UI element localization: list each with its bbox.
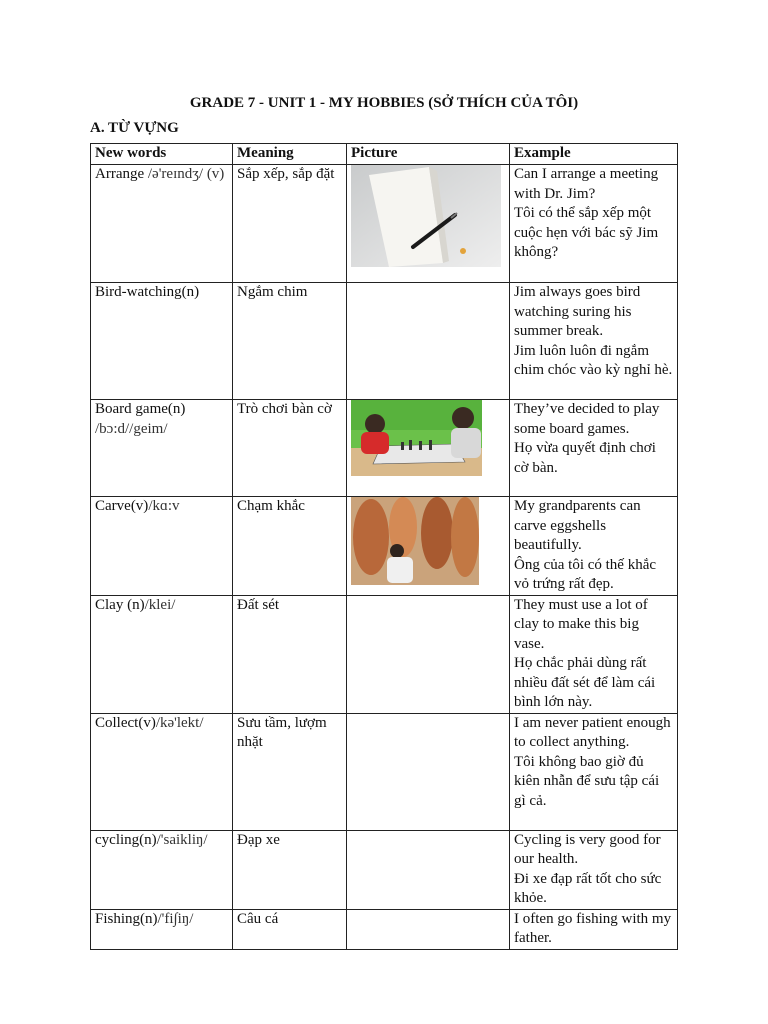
word-cell [91, 909, 233, 949]
word-cell [91, 400, 233, 497]
page-title: GRADE 7 - UNIT 1 - MY HOBBIES (SỞ THÍCH CỦA TÔI) [189, 95, 579, 111]
picture-cell [347, 400, 510, 497]
meaning-cell: Trò chơi bàn cờ [233, 400, 347, 497]
table-row [91, 497, 678, 596]
example-cell: They’ve decided to play some board games. Họ vừa quyết định chơi cờ bàn. [510, 400, 678, 497]
table-row [91, 830, 678, 909]
word: Carve(v) [95, 498, 149, 514]
table-row [91, 909, 678, 949]
word: Fishing(n) [95, 910, 158, 927]
word: Board game(n) [95, 401, 186, 417]
picture-cell [347, 497, 510, 596]
word-cell [91, 283, 233, 400]
chess-players-photo [351, 400, 482, 476]
phonetic: /kɑ:v [148, 498, 180, 514]
table-row [91, 165, 678, 283]
picture-cell [347, 713, 510, 830]
word-cell [91, 497, 233, 596]
phonetic: /'saikliŋ/ [156, 831, 208, 848]
meaning-cell: Sắp xếp, sắp đặt [233, 165, 347, 283]
header-new-words: New words [91, 144, 233, 165]
table-row [91, 713, 678, 830]
phonetic: /'fi∫iŋ/ [157, 910, 194, 927]
meaning-cell: Câu cá [233, 909, 347, 949]
word-cell [91, 713, 233, 830]
table-row [91, 283, 678, 400]
picture-cell [347, 830, 510, 909]
section-heading: A. TỪ VỰNG [90, 120, 179, 136]
header-example: Example [510, 144, 678, 165]
word: Arrange [95, 166, 148, 182]
example-cell: Can I arrange a meeting with Dr. Jim? Tôi có thể sắp xếp một cuộc hẹn với bác sỹ Jim không? [510, 165, 678, 283]
phonetic: /bɔ:d//geim/ [95, 420, 168, 437]
word: cycling(n) [95, 831, 157, 848]
picture-cell [347, 283, 510, 400]
meaning-cell: Ngắm chim [233, 283, 347, 400]
table-row [91, 400, 678, 497]
example-cell: I often go fishing with my father. [510, 909, 678, 949]
header-picture: Picture [347, 144, 510, 165]
picture-cell [347, 595, 510, 713]
picture-cell [347, 909, 510, 949]
word: Bird-watching(n) [95, 284, 200, 300]
example-cell: Jim always goes bird watching suring his summer break. Jim luôn luôn đi ngắm chim chóc vào kỳ nghỉ hè. [510, 283, 678, 400]
notebook-pen-photo [351, 165, 501, 267]
word-cell [91, 830, 233, 909]
example-cell: I am never patient enough to collect anything. Tôi không bao giờ đủ kiên nhẫn để sưu tập cái gì cả. [510, 713, 678, 830]
example-cell: Cycling is very good for our health. Đi xe đạp rất tốt cho sức khỏe. [510, 830, 678, 909]
phonetic: /kə'lekt/ [155, 714, 204, 731]
word: Collect(v) [95, 714, 156, 731]
word-cell [91, 165, 233, 283]
vocabulary-table [90, 143, 678, 950]
phonetic: /klei/ [144, 596, 176, 613]
phonetic: /ə'reɪndʒ/ (v) [147, 166, 225, 182]
wood-carving-photo [351, 497, 479, 585]
table-row [91, 595, 678, 713]
meaning-cell: Sưu tầm, lượm nhặt [233, 713, 347, 830]
meaning-cell: Đất sét [233, 595, 347, 713]
table-header-row [91, 144, 678, 165]
picture-cell [347, 165, 510, 283]
meaning-cell: Đạp xe [233, 830, 347, 909]
header-meaning: Meaning [233, 144, 347, 165]
example-cell: They must use a lot of clay to make this big vase. Họ chắc phải dùng rất nhiều đất sét để làm cái bình lớn này. [510, 595, 678, 713]
word: Clay (n) [95, 596, 145, 613]
word-cell [91, 595, 233, 713]
example-cell: My grandparents can carve eggshells beautifully. Ông của tôi có thế khắc vỏ trứng rất đẹp. [510, 497, 678, 596]
meaning-cell: Chạm khắc [233, 497, 347, 596]
